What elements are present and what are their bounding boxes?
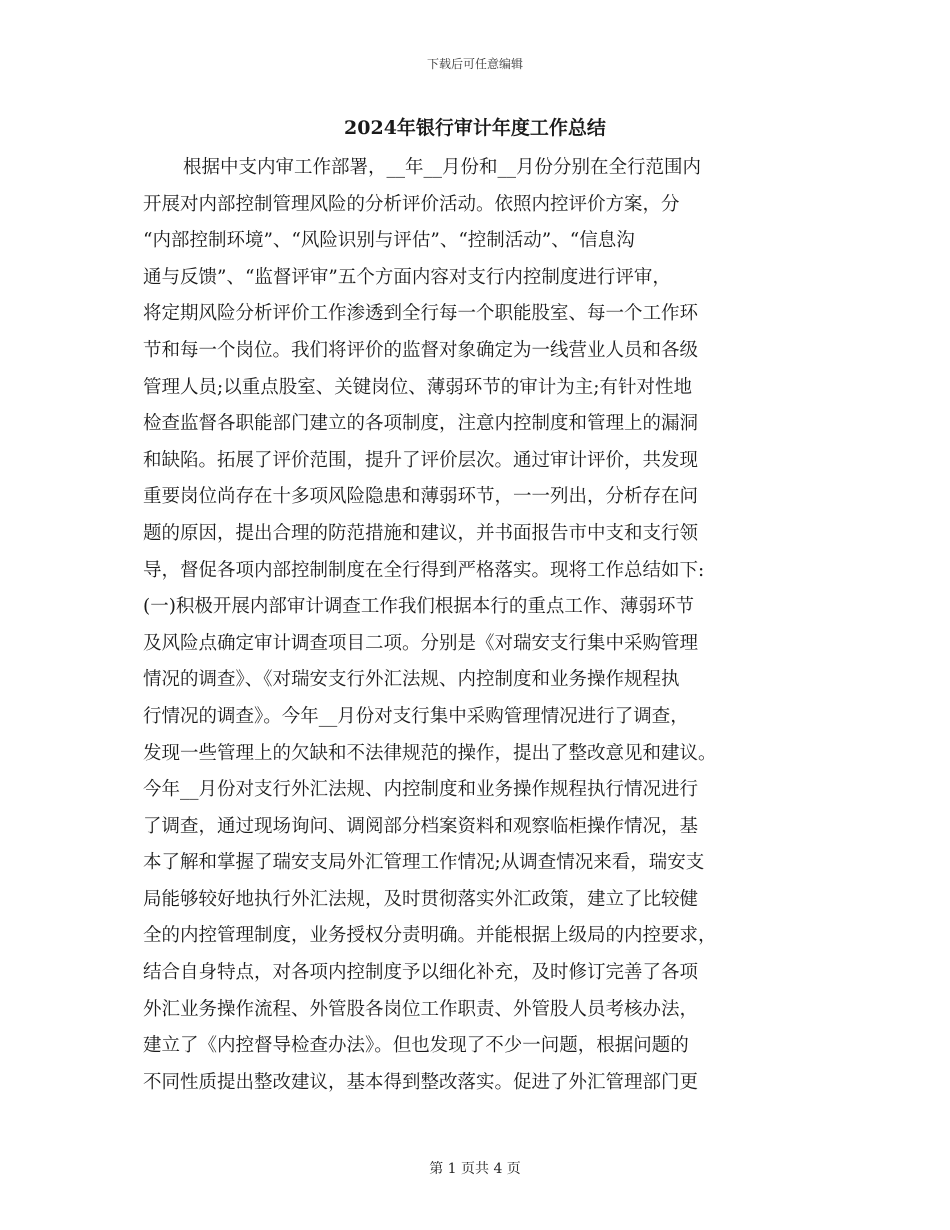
body-line: 外汇业务操作流程、外管股各岗位工作职责、外管股人员考核办法，	[143, 998, 699, 1020]
body-line: 和缺陷。拓展了评价范围，提升了评价层次。通过审计评价，共发现	[143, 449, 699, 471]
body-line: 开展对内部控制管理风险的分析评价活动。依照内控评价方案，分	[143, 193, 680, 215]
body-line: 题的原因，提出合理的防范措施和建议，并书面报告市中支和支行领	[143, 522, 699, 544]
body-line: 情况的调查》、《对瑞安支行外汇法规、内控制度和业务操作规程执	[143, 669, 680, 691]
page-header: 下载后可任意编辑	[426, 57, 523, 71]
body-line: “内部控制环境”、“风险识别与评估”、“控制活动”、“信息沟	[143, 230, 635, 252]
body-line: 重要岗位尚存在十多项风险隐患和薄弱环节，一一列出，分析存在问	[143, 486, 699, 508]
document-title: 2024年银行审计年度工作总结	[344, 117, 606, 139]
body-line: 管理人员;以重点股室、关键岗位、薄弱环节的审计为主;有针对性地	[143, 376, 692, 398]
body-line: 将定期风险分析评价工作渗透到全行每一个职能股室、每一个工作环	[143, 303, 699, 325]
body-line: 本了解和掌握了瑞安支局外汇管理工作情况;从调查情况来看，瑞安支	[143, 852, 705, 874]
body-line: 了调查，通过现场询问、调阅部分档案资料和观察临柜操作情况，基	[143, 815, 699, 837]
body-line: 结合自身特点，对各项内控制度予以细化补充，及时修订完善了各项	[143, 962, 699, 984]
body-line: 建立了《内控督导检查办法》。但也发现了不少一问题，根据问题的	[143, 1035, 689, 1057]
body-line: 全的内控管理制度，业务授权分责明确。并能根据上级局的内控要求，	[143, 925, 717, 947]
body-line: 导，督促各项内部控制制度在全行得到严格落实。现将工作总结如下:	[143, 559, 705, 581]
body-line: 根据中支内审工作部署，__年__月份和__月份分别在全行范围内	[183, 157, 702, 178]
body-line: 及风险点确定审计调查项目二项。分别是《对瑞安支行集中采购管理	[143, 632, 699, 654]
page-footer: 第 1 页共 4 页	[429, 1161, 521, 1177]
body-line: 节和每一个岗位。我们将评价的监督对象确定为一线营业人员和各级	[143, 339, 699, 361]
body-line: 今年__月份对支行外汇法规、内控制度和业务操作规程执行情况进行	[143, 779, 699, 801]
body-line: 检查监督各职能部门建立的各项制度，注意内控制度和管理上的漏洞	[143, 413, 699, 435]
body-line: 不同性质提出整改建议，基本得到整改落实。促进了外汇管理部门更	[143, 1071, 699, 1093]
body-line: (一)积极开展内部审计调查工作我们根据本行的重点工作、薄弱环节	[143, 596, 694, 618]
body-line: 发现一些管理上的欠缺和不法律规范的操作，提出了整改意见和建议。	[143, 742, 717, 764]
body-line: 局能够较好地执行外汇法规，及时贯彻落实外汇政策，建立了比较健	[143, 888, 699, 910]
body-line: 通与反馈”、“监督评审”五个方面内容对支行内控制度进行评审，	[143, 266, 671, 288]
body-line: 行情况的调查》。今年__月份对支行集中采购管理情况进行了调查，	[143, 705, 689, 727]
document-body	[143, 150, 823, 1101]
